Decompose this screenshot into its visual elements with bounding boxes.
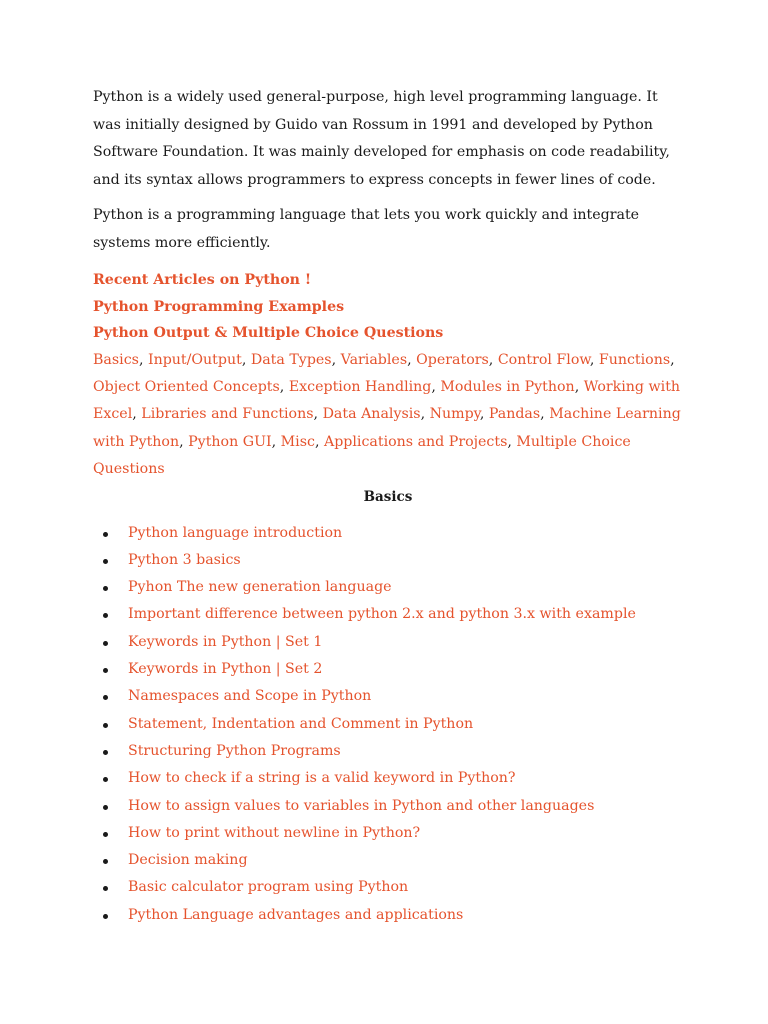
topic-link[interactable]: Functions	[598, 351, 671, 368]
topic-separator: ,	[314, 433, 324, 450]
featured-links	[93, 267, 683, 347]
article-link[interactable]: Pyhon The new generation language	[128, 579, 392, 596]
topic-link[interactable]: Operators	[416, 351, 489, 368]
list-item	[93, 574, 683, 601]
article-link[interactable]: How to check if a string is a valid keyword in Python?	[128, 770, 516, 787]
bullet-icon	[103, 750, 108, 755]
intro-paragraph-1: Python is a widely used general-purpose, high level programming language. It was initially designed by Guido van Rossum in 1991 and developed by Python Software Foundation. It was mainly developed for emphasis on code readability, and its syntax allows programmers to express concepts in fewer lines of code.	[93, 89, 670, 188]
bullet-icon	[103, 613, 108, 618]
topic-link[interactable]: Input/Output	[147, 351, 242, 368]
article-link[interactable]: Namespaces and Scope in Python	[128, 688, 372, 705]
list-item	[93, 629, 683, 656]
topic-link[interactable]: Multiple Choice Questions	[93, 433, 631, 478]
article-link[interactable]: Python 3 basics	[128, 551, 241, 568]
topic-link[interactable]: Exception Handling	[288, 378, 432, 395]
bullet-icon	[103, 559, 108, 564]
list-item	[93, 547, 683, 574]
list-item	[93, 765, 683, 792]
bullet-icon	[103, 668, 108, 673]
list-item	[93, 656, 683, 683]
bullet-icon	[103, 641, 108, 646]
bullet-icon	[103, 723, 108, 728]
topic-separator: ,	[331, 351, 341, 368]
topic-link[interactable]: Modules in Python	[440, 378, 575, 395]
bullet-icon	[103, 777, 108, 782]
article-link[interactable]: Python language introduction	[128, 524, 343, 541]
topic-separator: ,	[313, 406, 323, 423]
topic-link[interactable]: Libraries and Functions	[141, 406, 314, 423]
section-title: Basics	[363, 488, 413, 505]
bullet-icon	[103, 805, 108, 810]
topic-link[interactable]: Control Flow	[497, 351, 590, 368]
article-link[interactable]: How to print without newline in Python?	[128, 824, 421, 841]
list-item	[93, 711, 683, 738]
topic-separator: ,	[279, 378, 289, 395]
bullet-icon	[103, 859, 108, 864]
topic-separator: ,	[574, 378, 584, 395]
article-link[interactable]: How to assign values to variables in Python and other languages	[128, 797, 595, 814]
topic-separator: ,	[179, 433, 189, 450]
document-body	[93, 84, 683, 929]
topic-separator: ,	[488, 351, 498, 368]
topic-separator: ,	[241, 351, 251, 368]
list-item	[93, 683, 683, 710]
topic-separator: ,	[479, 406, 489, 423]
bullet-icon	[103, 586, 108, 591]
topic-link[interactable]: Basics	[93, 351, 139, 368]
bullet-icon	[103, 886, 108, 891]
article-link[interactable]: Keywords in Python | Set 2	[128, 661, 323, 678]
topic-separator: ,	[407, 351, 417, 368]
topic-link[interactable]: Machine Learning with Python	[93, 406, 681, 450]
topic-separator: ,	[540, 406, 550, 423]
topic-link[interactable]: Object Oriented Concepts	[93, 378, 280, 395]
topic-link[interactable]: Variables	[340, 351, 408, 368]
topic-separator: ,	[507, 433, 517, 450]
topic-link[interactable]: Data Analysis	[322, 406, 421, 423]
output-mcq-link[interactable]: Python Output & Multiple Choice Questions	[93, 325, 444, 341]
bullet-icon	[103, 914, 108, 919]
list-item	[93, 520, 683, 547]
bullet-icon	[103, 832, 108, 837]
topic-link[interactable]: Data Types	[250, 351, 332, 368]
list-item	[93, 793, 683, 820]
topic-link[interactable]: Working with Excel	[93, 378, 681, 423]
topic-link[interactable]: Applications and Projects	[323, 433, 508, 450]
article-list	[93, 520, 683, 929]
topic-separator: ,	[132, 406, 142, 423]
topic-link[interactable]: Python GUI	[188, 433, 272, 450]
recent-articles-link[interactable]: Recent Articles on Python !	[93, 272, 312, 288]
topic-separator: ,	[431, 378, 441, 395]
list-item	[93, 902, 683, 929]
topic-separator: ,	[670, 351, 675, 368]
list-item	[93, 820, 683, 847]
topic-link[interactable]: Misc	[280, 433, 315, 450]
topic-separator: ,	[271, 433, 281, 450]
article-link[interactable]: Python Language advantages and applications	[128, 906, 464, 923]
topic-link[interactable]: Numpy	[429, 406, 480, 423]
article-link[interactable]: Basic calculator program using Python	[128, 879, 409, 896]
topic-separator: ,	[138, 351, 148, 368]
list-item	[93, 601, 683, 628]
intro-paragraph-2: Python is a programming language that lets you work quickly and integrate systems more efficiently.	[93, 207, 640, 251]
topic-separator: ,	[589, 351, 599, 368]
bullet-icon	[103, 695, 108, 700]
article-link[interactable]: Decision making	[128, 852, 248, 869]
topic-links	[93, 347, 683, 484]
article-link[interactable]: Structuring Python Programs	[128, 742, 341, 759]
bullet-icon	[103, 532, 108, 537]
article-link[interactable]: Statement, Indentation and Comment in Python	[128, 715, 474, 732]
topic-link[interactable]: Pandas	[488, 406, 541, 423]
list-item	[93, 847, 683, 874]
article-link[interactable]: Keywords in Python | Set 1	[128, 633, 323, 650]
list-item	[93, 738, 683, 765]
topic-separator: ,	[420, 406, 430, 423]
programming-examples-link[interactable]: Python Programming Examples	[93, 298, 345, 315]
list-item	[93, 874, 683, 901]
article-link[interactable]: Important difference between python 2.x and python 3.x with example	[128, 606, 636, 623]
